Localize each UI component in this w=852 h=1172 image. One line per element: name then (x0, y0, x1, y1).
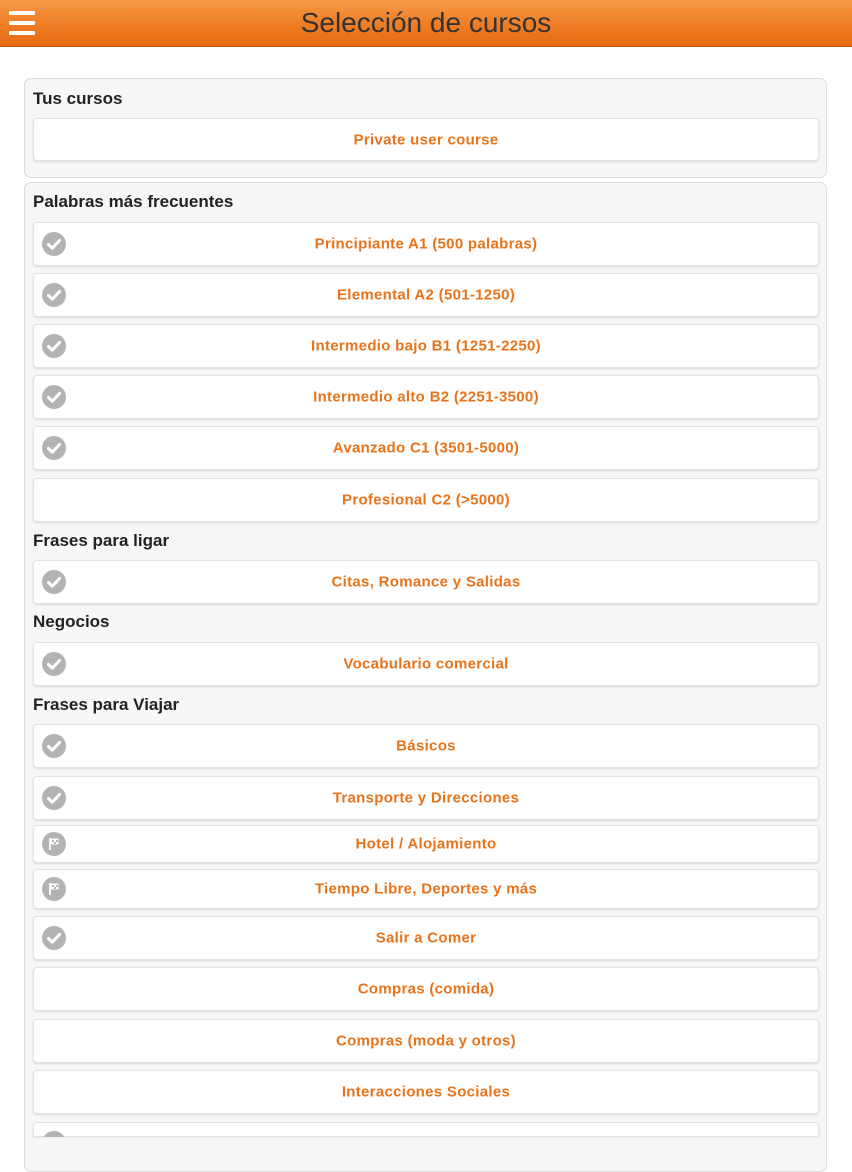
course-item-comercial[interactable] (33, 642, 819, 686)
section-title-negocios: Negocios (33, 612, 110, 631)
course-item-interacciones[interactable] (33, 1070, 819, 1114)
course-label: Citas, Romance y Salidas (331, 573, 521, 591)
course-label: Intermedio bajo B1 (1251-2250) (311, 337, 541, 355)
course-label: Salir a Comer (375, 929, 477, 947)
course-item-compras-comida[interactable] (33, 967, 819, 1011)
course-label: Private user course (353, 131, 499, 148)
course-item-partial[interactable] (33, 1122, 819, 1136)
course-item-tiempo-libre[interactable] (33, 869, 819, 909)
course-label: Profesional C2 (>5000) (342, 491, 510, 509)
course-label: Intermedio alto B2 (2251-3500) (313, 388, 539, 406)
check-circle-icon (42, 1131, 66, 1137)
course-item-transporte[interactable] (33, 776, 819, 820)
course-item-private-user[interactable] (33, 118, 819, 161)
course-label: Transporte y Direcciones (332, 789, 520, 807)
section-title-tus-cursos: Tus cursos (33, 89, 123, 108)
section-title-viajar: Frases para Viajar (33, 695, 180, 714)
course-item-c1[interactable] (33, 426, 819, 470)
section-title-palabras: Palabras más frecuentes (33, 192, 234, 211)
course-item-b1[interactable] (33, 324, 819, 368)
course-item-a2[interactable] (33, 273, 819, 317)
course-item-citas[interactable] (33, 560, 819, 604)
course-label: Tiempo Libre, Deportes y más (314, 880, 538, 898)
course-item-compras-moda[interactable] (33, 1019, 819, 1063)
course-label: Compras (comida) (357, 980, 495, 998)
course-label: Hotel / Alojamiento (355, 835, 497, 853)
top-bar (0, 0, 852, 47)
course-item-b2[interactable] (33, 375, 819, 419)
course-label: Vocabulario comercial (343, 655, 509, 673)
course-label: Principiante A1 (500 palabras) (314, 235, 538, 253)
course-item-a1[interactable] (33, 222, 819, 266)
course-item-basicos[interactable] (33, 724, 819, 768)
page-title: Selección de cursos (300, 7, 552, 38)
course-item-salir-comer[interactable] (33, 916, 819, 960)
course-label: Elemental A2 (501-1250) (336, 286, 516, 304)
section-title-ligar: Frases para ligar (33, 531, 170, 550)
course-item-c2[interactable] (33, 478, 819, 522)
course-label: Interacciones Sociales (341, 1083, 511, 1101)
course-label: Compras (moda y otros) (336, 1032, 516, 1050)
course-label: Básicos (396, 737, 456, 755)
course-item-hotel[interactable] (33, 825, 819, 863)
course-label: Avanzado C1 (3501-5000) (332, 439, 520, 457)
